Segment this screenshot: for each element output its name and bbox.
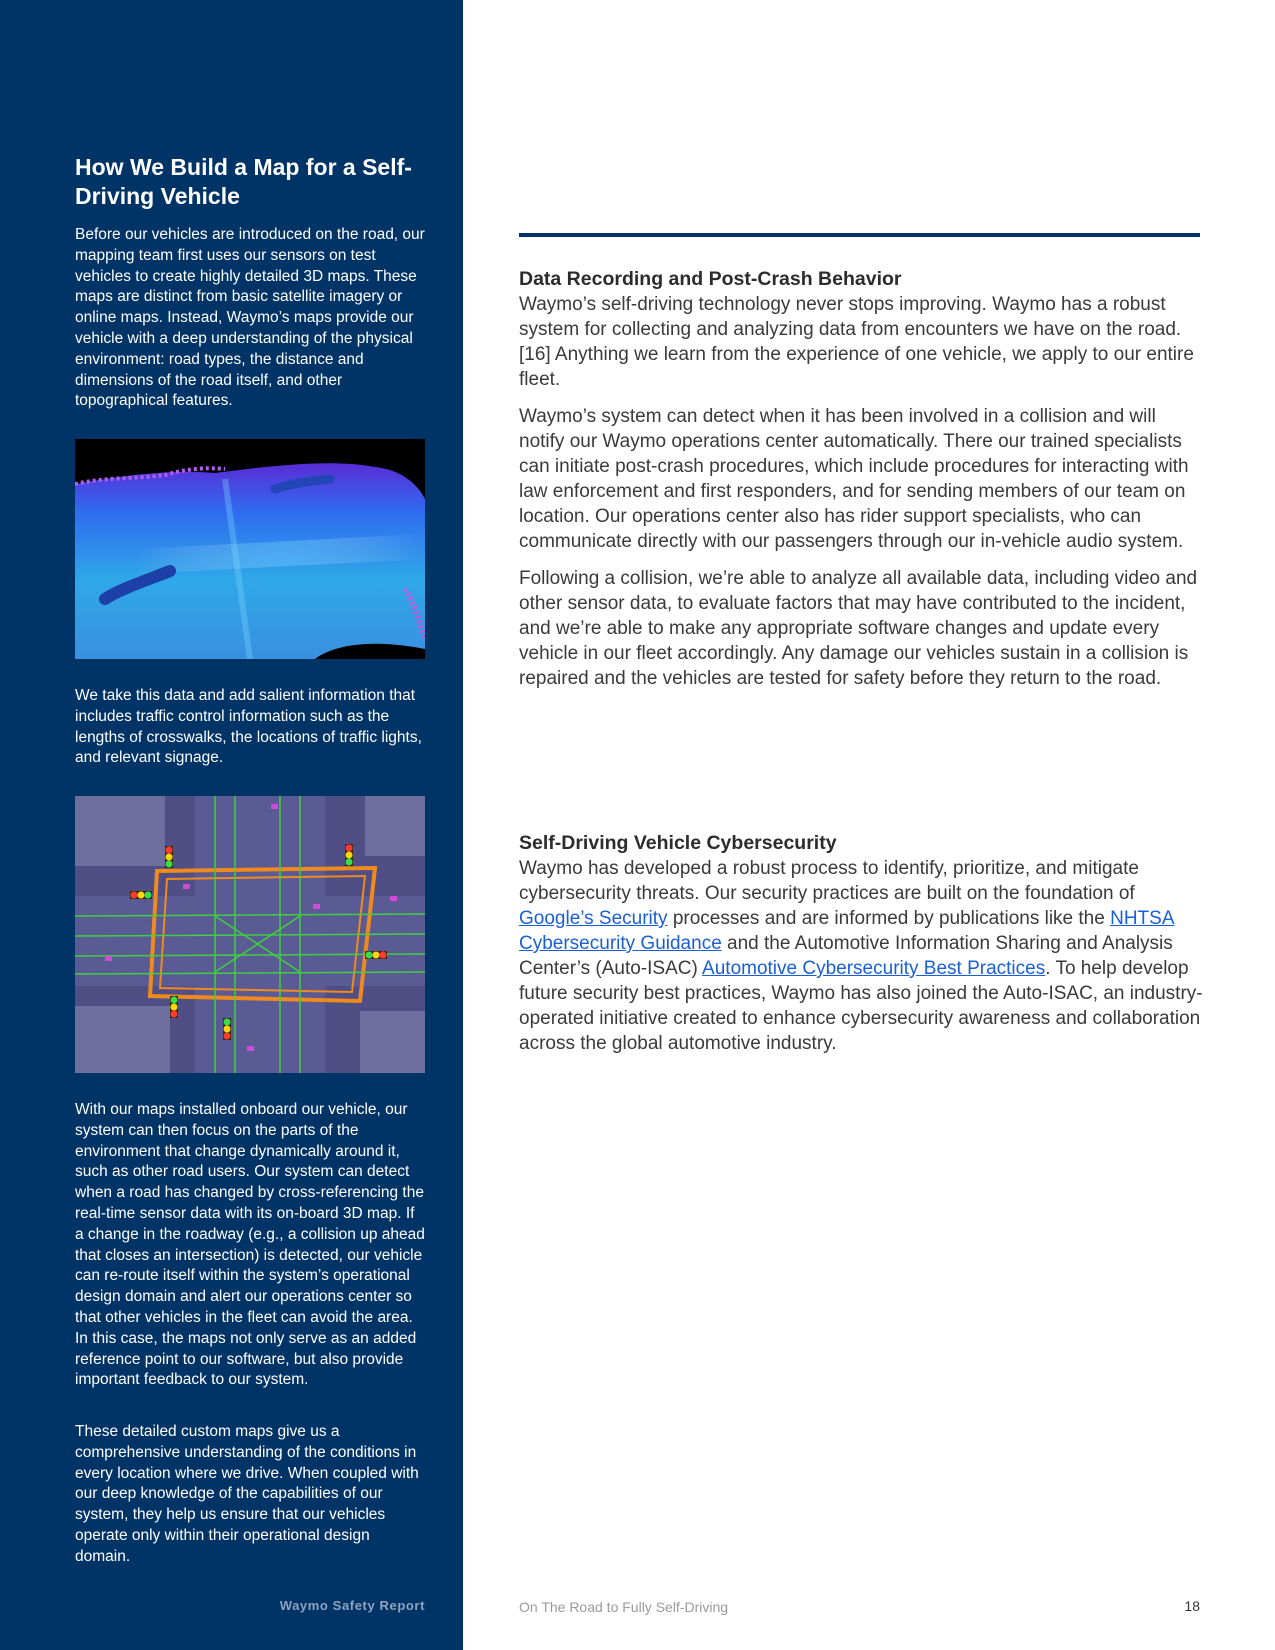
section-heading: Data Recording and Post-Crash Behavior	[519, 268, 902, 290]
sidebar-paragraph-custom-maps: These detailed custom maps give us a comprehensive understanding of the conditions in every location where we drive. When coupled with our deep knowledge of the capabilities of our system, they help us ensure that our vehicles operate only within their operational design domain.	[75, 1423, 419, 1565]
section-divider	[519, 233, 1200, 237]
section-heading: Self-Driving Vehicle Cybersecurity	[519, 832, 837, 854]
section-paragraph: Following a collision, we’re able to analyze all available data, including video and other sensor data, to evaluate factors that may have contributed to the incident, and we’re able to make any appropriate software changes and update every vehicle in our fleet accordingly. Any damage our vehicles sustain in a collision is repaired and the vehicles are tested for safety before they return to the road.	[519, 568, 1198, 689]
best-practices-link[interactable]: Automotive Cybersecurity Best Practices	[702, 958, 1046, 979]
sidebar-paragraph-intro: Before our vehicles are introduced on the road, our mapping team first uses our sensors on test vehicles to create highly detailed 3D maps. These maps are distinct from basic satellite imagery or online maps. Instead, Waymo’s maps provide our vehicle with a deep understanding of the physical environment: road types, the distance and dimensions of the road itself, and other topographical features.	[75, 226, 425, 410]
sidebar-title: How We Build a Map for a Self-Driving Vehicle	[75, 154, 412, 209]
lidar-map-image	[75, 439, 425, 659]
sidebar-footer-label: Waymo Safety Report	[279, 1598, 425, 1613]
text-run: Waymo has developed a robust process to identify, prioritize, and mitigate cybersecurity threats. Our security practices are built on the foundation of	[519, 858, 1139, 904]
section-paragraph: Waymo’s self-driving technology never stops improving. Waymo has a robust system for collecting and analyzing data from encounters we have on the road. [16] Anything we learn from the experience of one vehicle, we apply to our entire fleet.	[519, 294, 1194, 390]
section-paragraph	[519, 856, 1204, 1056]
sidebar-paragraph-onboard: With our maps installed onboard our vehicle, our system can then focus on the parts of the environment that change dynamically around it, such as other road users. Our system can detect when a road has changed by cross-referencing the real-time sensor data with its on-board 3D map. If a change in the roadway (e.g., a collision up ahead that closes an intersection) is detected, our vehicle can re-route itself within the system’s operational design domain and alert our operations center so that other vehicles in the fleet can avoid the area. In this case, the maps not only serve as an added reference point to our software, but also provide important feedback to our system.	[75, 1101, 425, 1389]
sidebar-panel	[0, 0, 463, 1650]
nhtsa-guidance-link[interactable]: NHTSA Cybersecurity Guidance	[519, 908, 1175, 954]
text-run: and the Automotive Information Sharing and Analysis Center’s (Auto-ISAC)	[519, 933, 1173, 979]
sidebar-paragraph-salient: We take this data and add salient information that includes traffic control information such as the lengths of crosswalks, the locations of traffic lights, and relevant signage.	[75, 687, 422, 767]
text-run: processes and are informed by publications like the	[667, 908, 1111, 929]
footer-center-label: On The Road to Fully Self-Driving	[519, 1599, 729, 1615]
page-number: 18	[1184, 1598, 1200, 1614]
section-data-recording	[519, 267, 1204, 703]
section-paragraph: Waymo’s system can detect when it has been involved in a collision and will notify our Waymo operations center automatically. There our trained specialists can initiate post-crash procedures, which include procedures for interacting with law enforcement and first responders, and for sending members of our team on location. Our operations center also has rider support specialists, who can communicate directly with our passengers through our in-vehicle audio system.	[519, 406, 1189, 552]
googles-security-link[interactable]: Google’s Security	[519, 908, 668, 929]
text-run: . To help develop future security best practices, Waymo has also joined the Auto-ISAC, an industry-operated initiative created to enhance cybersecurity awareness and collaboration across the global automotive industry.	[519, 958, 1203, 1054]
section-cybersecurity	[519, 831, 1204, 1068]
intersection-map-image	[75, 796, 425, 1073]
